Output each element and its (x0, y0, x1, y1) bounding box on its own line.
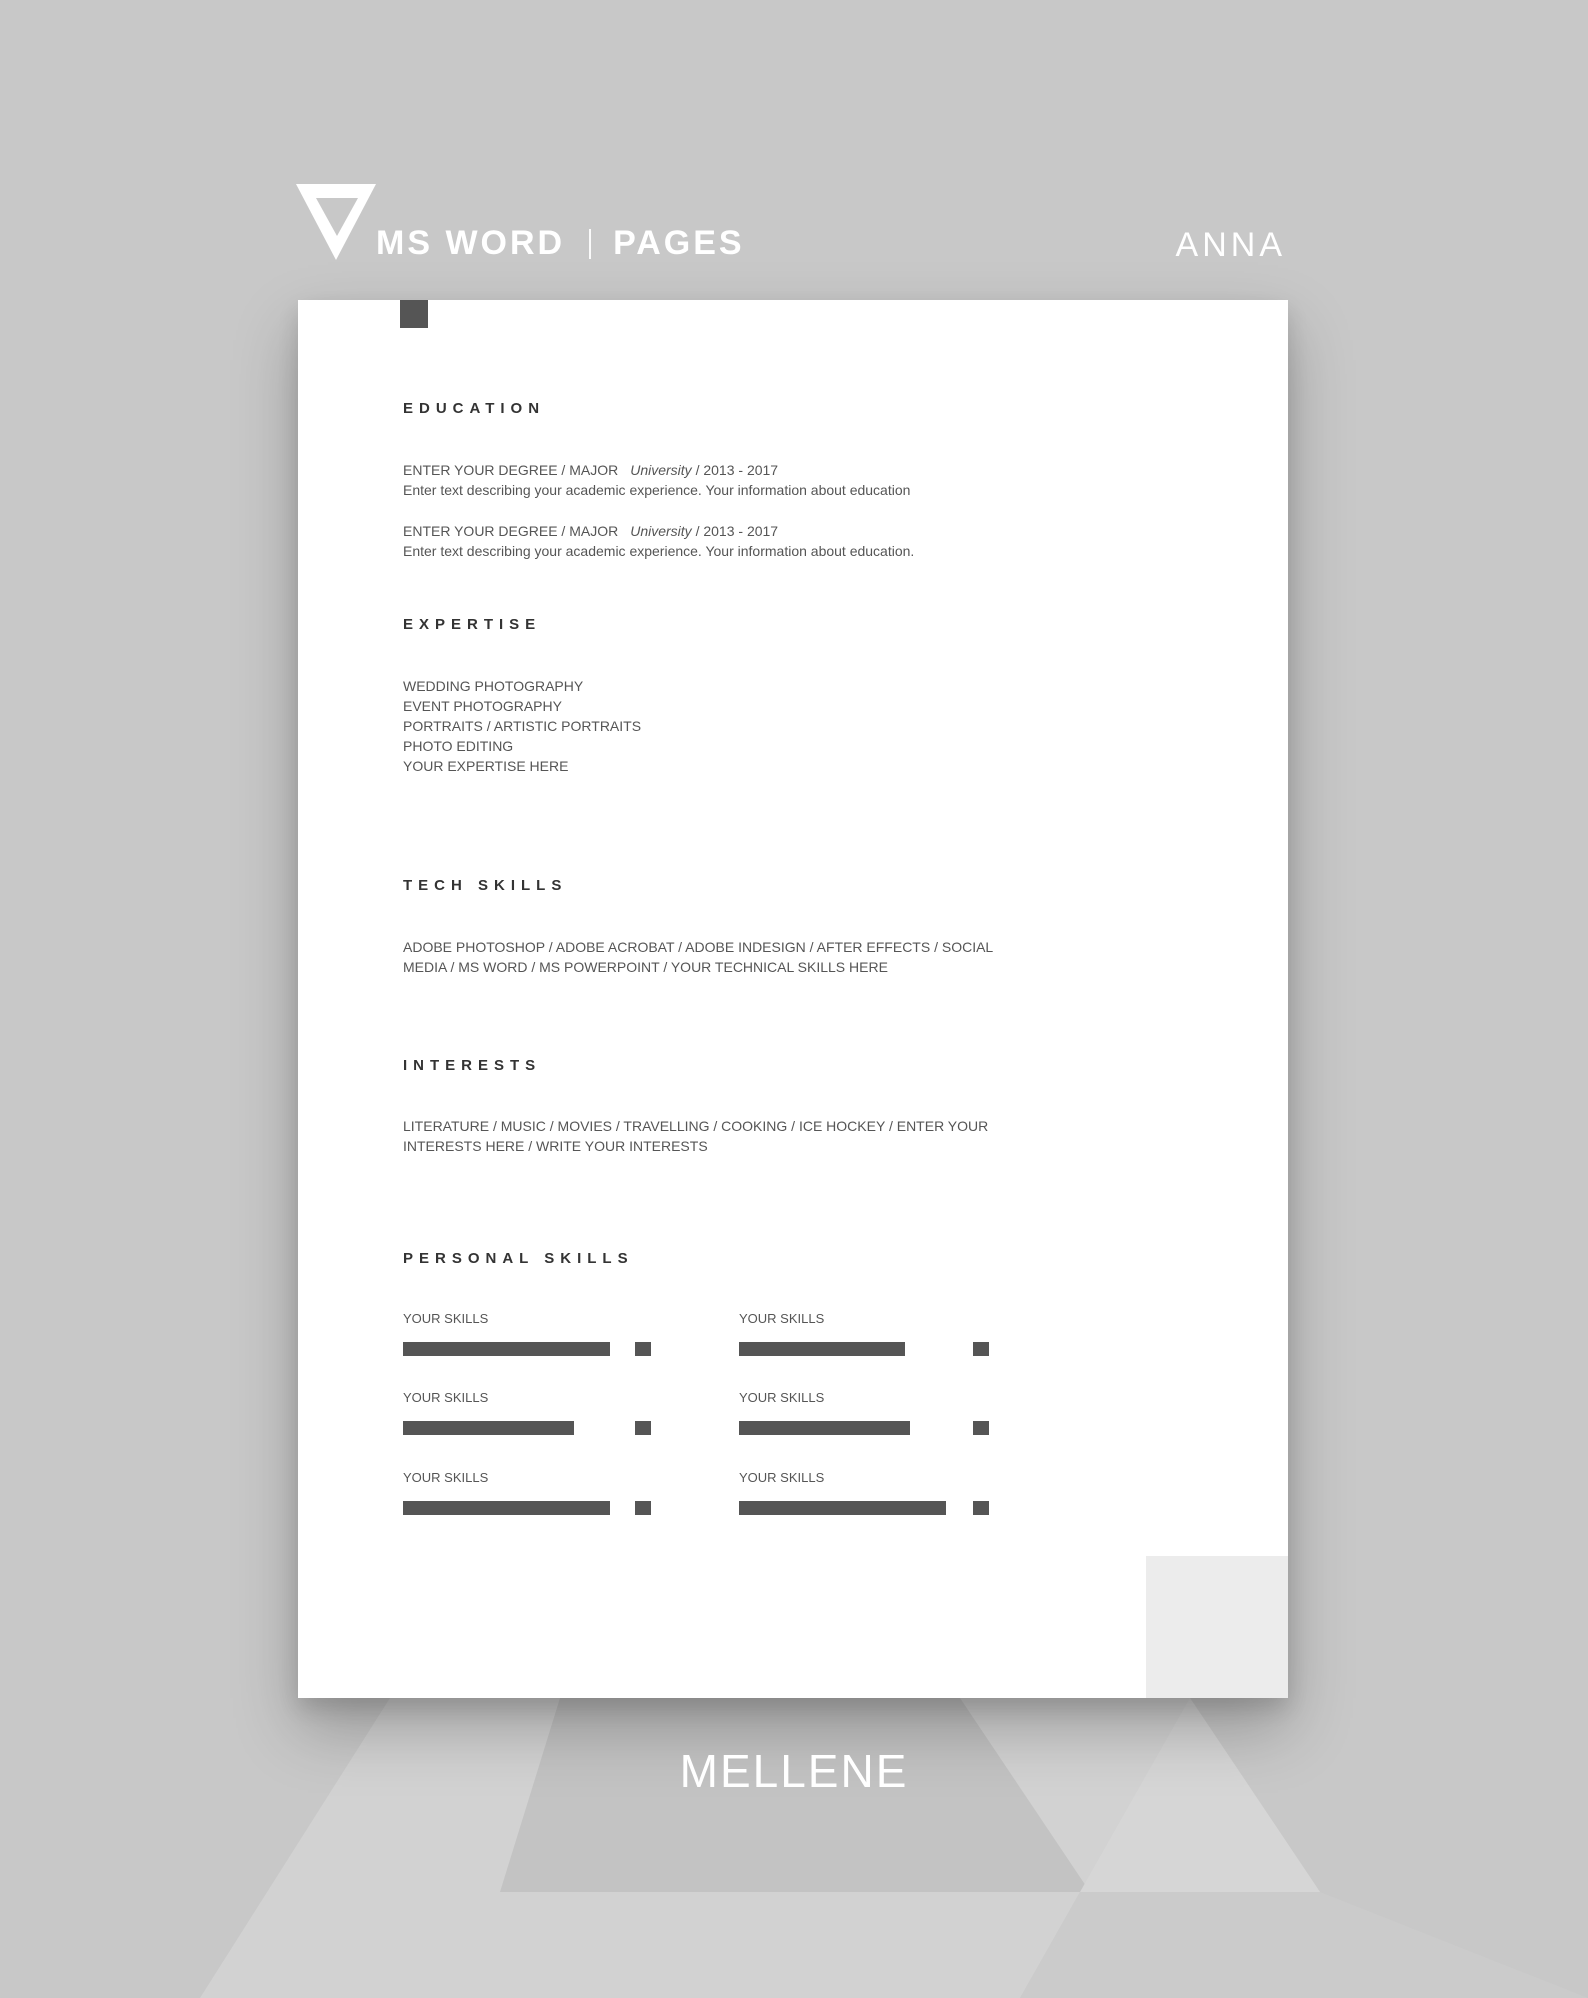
education-title: EDUCATION (403, 400, 546, 417)
skill-label: YOUR SKILLS (739, 1390, 825, 1405)
interests-line: LITERATURE / MUSIC / MOVIES / TRAVELLING / COOKING / ICE HOCKEY / ENTER YOUR (403, 1118, 989, 1134)
brand-divider (589, 229, 591, 259)
skill-label: YOUR SKILLS (403, 1390, 489, 1405)
expertise-item: WEDDING PHOTOGRAPHY (403, 678, 584, 694)
tech-skills-text (403, 937, 993, 977)
skill-bar (403, 1501, 610, 1515)
brand-ms-word: MS WORD (376, 224, 566, 262)
skill-label: YOUR SKILLS (739, 1470, 825, 1485)
education-entry (403, 460, 910, 500)
education-description: Enter text describing your academic experience. Your information about education. (403, 543, 915, 559)
tech-skills-line: MEDIA / MS WORD / MS POWERPOINT / YOUR TECHNICAL SKILLS HERE (403, 959, 888, 975)
expertise-item: YOUR EXPERTISE HERE (403, 758, 569, 774)
skill-end-marker (973, 1342, 989, 1356)
expertise-item: PORTRAITS / ARTISTIC PORTRAITS (403, 718, 642, 734)
expertise-item: EVENT PHOTOGRAPHY (403, 698, 562, 714)
expertise-item: PHOTO EDITING (403, 738, 514, 754)
education-degree: ENTER YOUR DEGREE / MAJOR (403, 462, 619, 478)
interests-line: INTERESTS HERE / WRITE YOUR INTERESTS (403, 1138, 708, 1154)
template-name: ANNA (1175, 226, 1286, 264)
education-entry (403, 521, 914, 561)
triangle-logo-icon (296, 184, 376, 260)
interests-text (403, 1116, 988, 1156)
top-accent-square (400, 300, 428, 328)
brand-label (376, 224, 745, 263)
skill-bar (403, 1342, 610, 1356)
skill-label: YOUR SKILLS (403, 1470, 489, 1485)
skill-end-marker (635, 1421, 651, 1435)
education-years: / 2013 - 2017 (695, 523, 779, 539)
expertise-title: EXPERTISE (403, 616, 542, 633)
corner-accent-block (1146, 1556, 1288, 1698)
education-years: / 2013 - 2017 (695, 462, 779, 478)
skill-bar (739, 1421, 910, 1435)
skill-end-marker (635, 1342, 651, 1356)
education-school: University (630, 462, 692, 478)
brand-pages: PAGES (613, 224, 745, 262)
header (0, 0, 1588, 300)
tech-skills-title: TECH SKILLS (403, 877, 568, 894)
skill-bar (403, 1421, 574, 1435)
skill-end-marker (973, 1501, 989, 1515)
resume-page (298, 300, 1288, 1698)
footer-brand-logo: MELLENE (679, 1745, 909, 1797)
personal-skills-title: PERSONAL SKILLS (403, 1250, 634, 1267)
education-description: Enter text describing your academic experience. Your information about education (403, 482, 911, 498)
education-degree: ENTER YOUR DEGREE / MAJOR (403, 523, 619, 539)
skill-label: YOUR SKILLS (739, 1311, 825, 1326)
tech-skills-line: ADOBE PHOTOSHOP / ADOBE ACROBAT / ADOBE INDESIGN / AFTER EFFECTS / SOCIAL (403, 939, 994, 955)
expertise-list (403, 676, 641, 776)
education-school: University (630, 523, 692, 539)
skill-bar (739, 1342, 905, 1356)
skill-bar (739, 1501, 946, 1515)
interests-title: INTERESTS (403, 1057, 542, 1074)
skill-end-marker (973, 1421, 989, 1435)
skill-label: YOUR SKILLS (403, 1311, 489, 1326)
skill-end-marker (635, 1501, 651, 1515)
